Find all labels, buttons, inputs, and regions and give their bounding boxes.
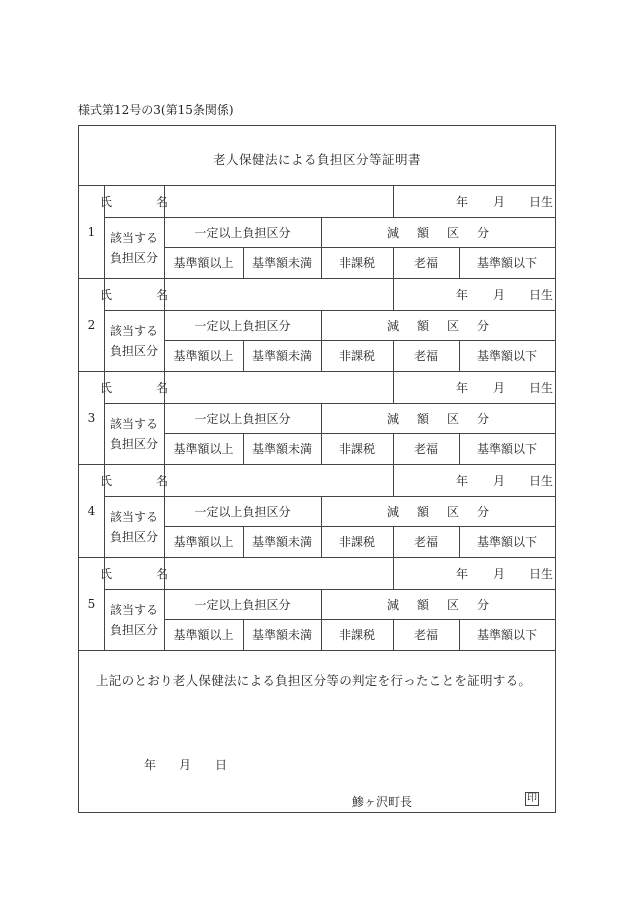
name-field[interactable] (164, 558, 393, 589)
burden-category-label (104, 310, 164, 371)
divider (321, 433, 322, 464)
gengaku-text: 減額区分 (386, 318, 507, 333)
gengaku-text: 減額区分 (386, 411, 507, 426)
divider (243, 340, 244, 371)
birth-day-label: 日生 (529, 474, 554, 488)
entry-block (79, 372, 555, 465)
name-label (100, 186, 185, 217)
name-label (100, 279, 185, 310)
sub-category-option[interactable]: 基準額以上 (173, 628, 234, 642)
birth-month-label: 月 (493, 381, 506, 395)
gengaku-category (321, 403, 555, 433)
sub-category-option[interactable]: 非課税 (338, 628, 375, 642)
sub-category-option[interactable]: 老福 (413, 442, 438, 456)
gengaku-category (321, 217, 555, 247)
form-number-label: 様式第12号の3(第15条関係) (78, 103, 234, 117)
birth-month-label: 月 (493, 567, 506, 581)
burden-label-line2: 負担区分 (109, 343, 158, 358)
divider (459, 340, 460, 371)
name-label-text: 氏 名 (100, 288, 185, 302)
divider (459, 526, 460, 557)
birth-day-label: 日生 (529, 381, 554, 395)
burden-label-line2: 負担区分 (109, 436, 158, 451)
name-label (100, 558, 185, 589)
ittei-ijo-category: 一定以上負担区分 (194, 597, 291, 612)
entry-block (79, 558, 555, 651)
entry-number: 5 (87, 597, 96, 611)
birth-date-field[interactable] (393, 186, 555, 217)
divider (321, 340, 322, 371)
name-label (100, 465, 185, 496)
burden-label-line2: 負担区分 (109, 529, 158, 544)
birth-day-label: 日生 (529, 195, 554, 209)
sub-category-option[interactable]: 老福 (413, 535, 438, 549)
birth-year-label: 年 (456, 567, 469, 581)
sub-category-option[interactable]: 老福 (413, 349, 438, 363)
ittei-ijo-category: 一定以上負担区分 (194, 411, 291, 426)
name-label-text: 氏 名 (100, 474, 185, 488)
divider (321, 247, 322, 278)
birth-month-label: 月 (493, 195, 506, 209)
burden-label-line2: 負担区分 (109, 622, 158, 637)
birth-date-field[interactable] (393, 558, 555, 589)
sub-category-option[interactable]: 非課税 (338, 535, 375, 549)
sub-category-option[interactable]: 基準額以上 (173, 349, 234, 363)
certification-section (79, 651, 555, 812)
entry-block (79, 279, 555, 372)
burden-label-line1: 該当する (109, 323, 158, 338)
birth-month-label: 月 (493, 288, 506, 302)
title-row (79, 126, 555, 186)
sub-category-option[interactable]: 老福 (413, 256, 438, 270)
divider (393, 433, 394, 464)
divider (393, 247, 394, 278)
ittei-ijo-category: 一定以上負担区分 (194, 318, 291, 333)
form-title: 老人保健法による負担区分等証明書 (212, 152, 421, 167)
entry-block (79, 186, 555, 279)
burden-category-label (104, 496, 164, 557)
divider (243, 433, 244, 464)
divider (321, 526, 322, 557)
entry-block (79, 465, 555, 558)
birth-month-label: 月 (493, 474, 506, 488)
gengaku-category (321, 589, 555, 619)
sub-category-option[interactable]: 基準額未満 (251, 349, 312, 363)
divider (243, 526, 244, 557)
certificate-form (78, 125, 556, 813)
name-label-text: 氏 名 (100, 567, 185, 581)
gengaku-text: 減額区分 (386, 225, 507, 240)
sub-category-option[interactable]: 基準額以下 (476, 535, 537, 549)
birth-date-field[interactable] (393, 465, 555, 496)
gengaku-category (321, 310, 555, 340)
sub-category-option[interactable]: 非課税 (338, 256, 375, 270)
name-field[interactable] (164, 465, 393, 496)
sub-category-option[interactable]: 基準額以下 (476, 256, 537, 270)
sub-category-option[interactable]: 基準額以下 (476, 442, 537, 456)
birth-day-label: 日生 (529, 567, 554, 581)
divider (243, 619, 244, 650)
sub-category-option[interactable]: 老福 (413, 628, 438, 642)
divider (459, 619, 460, 650)
burden-category-label (104, 589, 164, 650)
sub-category-option[interactable]: 基準額未満 (251, 628, 312, 642)
name-label (100, 372, 185, 403)
sub-category-option[interactable]: 基準額未満 (251, 256, 312, 270)
burden-label-line1: 該当する (109, 602, 158, 617)
burden-category-label (104, 217, 164, 278)
sub-category-option[interactable]: 基準額以下 (476, 628, 537, 642)
sub-category-option[interactable]: 非課税 (338, 442, 375, 456)
sub-category-option[interactable]: 基準額未満 (251, 442, 312, 456)
certification-statement: 上記のとおり老人保健法による負担区分等の判定を行ったことを証明する。 (96, 673, 532, 688)
cert-date-year: 年 (144, 758, 157, 772)
ittei-ijo-category: 一定以上負担区分 (194, 225, 291, 240)
divider (321, 619, 322, 650)
sub-category-option[interactable]: 基準額未満 (251, 535, 312, 549)
divider (459, 433, 460, 464)
burden-label-line2: 負担区分 (109, 250, 158, 265)
entry-number: 2 (87, 318, 96, 332)
sub-category-option[interactable]: 基準額以上 (173, 535, 234, 549)
entry-number: 3 (87, 411, 96, 425)
birth-year-label: 年 (456, 381, 469, 395)
birth-date-field[interactable] (393, 279, 555, 310)
cert-date-month: 月 (179, 758, 192, 772)
divider (393, 340, 394, 371)
cert-date-day: 日 (215, 758, 228, 772)
mayor-title: 鯵ヶ沢町長 (352, 795, 413, 809)
birth-year-label: 年 (456, 474, 469, 488)
name-field[interactable] (164, 186, 393, 217)
sub-category-option[interactable]: 基準額以上 (173, 256, 234, 270)
gengaku-text: 減額区分 (386, 597, 507, 612)
burden-label-line1: 該当する (109, 230, 158, 245)
divider (393, 619, 394, 650)
divider (243, 247, 244, 278)
name-field[interactable] (164, 279, 393, 310)
burden-category-label (104, 403, 164, 464)
divider (393, 526, 394, 557)
sub-category-option[interactable]: 非課税 (338, 349, 375, 363)
ittei-ijo-category: 一定以上負担区分 (194, 504, 291, 519)
seal-mark: 印 (527, 793, 537, 804)
birth-year-label: 年 (456, 195, 469, 209)
name-label-text: 氏 名 (100, 195, 185, 209)
birth-year-label: 年 (456, 288, 469, 302)
gengaku-category (321, 496, 555, 526)
burden-label-line1: 該当する (109, 416, 158, 431)
burden-label-line1: 該当する (109, 509, 158, 524)
gengaku-text: 減額区分 (386, 504, 507, 519)
sub-category-option[interactable]: 基準額以下 (476, 349, 537, 363)
name-label-text: 氏 名 (100, 381, 185, 395)
entry-number: 4 (87, 504, 96, 518)
sub-category-option[interactable]: 基準額以上 (173, 442, 234, 456)
entry-number: 1 (87, 225, 96, 239)
divider (459, 247, 460, 278)
birth-day-label: 日生 (529, 288, 554, 302)
name-field[interactable] (164, 372, 393, 403)
birth-date-field[interactable] (393, 372, 555, 403)
